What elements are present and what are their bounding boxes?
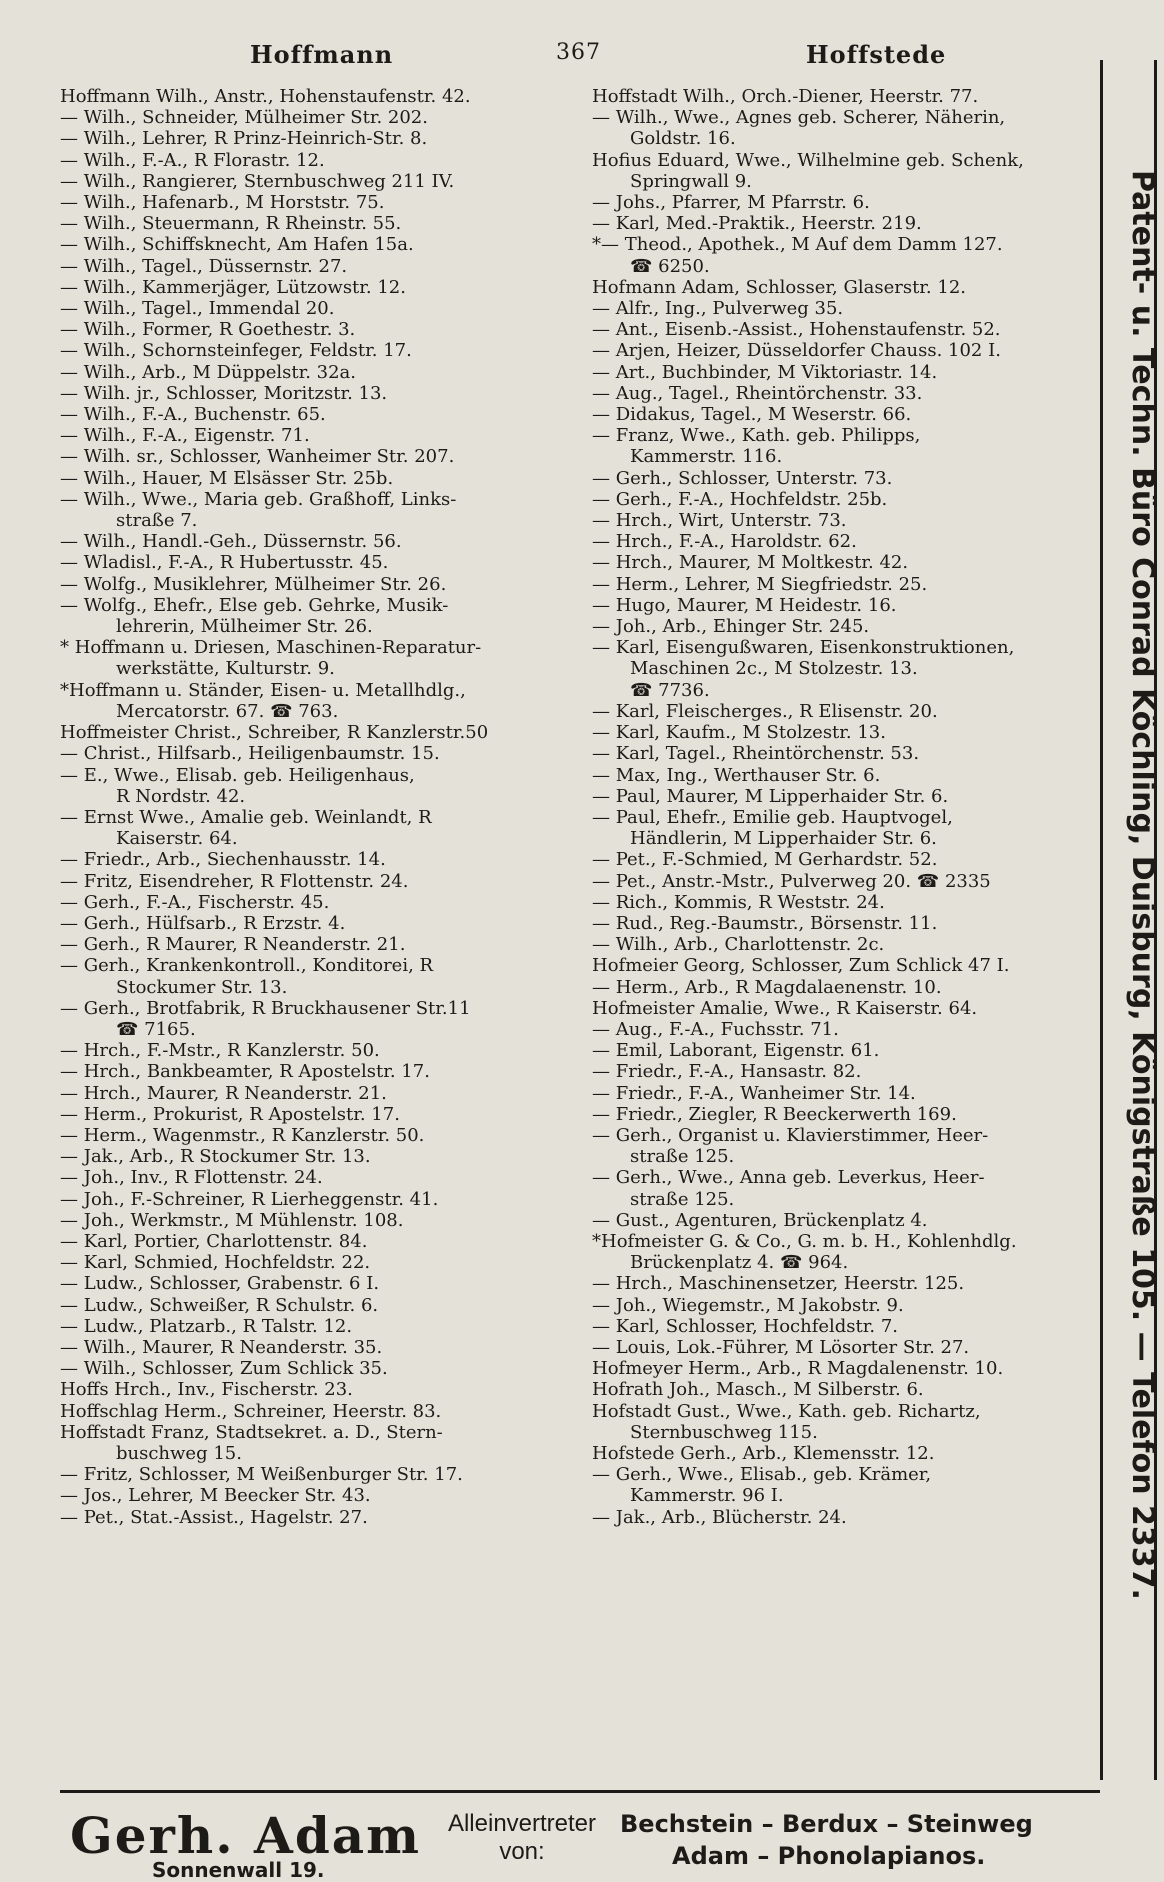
directory-entry-line: — Hrch., Maurer, R Neanderstr. 21. [60,1082,387,1104]
directory-entry-line: Springwall 9. [630,170,752,192]
directory-entry-line: — Louis, Lok.-Führer, M Lösorter Str. 27. [592,1336,970,1358]
directory-entry-line: — Alfr., Ing., Pulverweg 35. [592,298,844,320]
directory-entry-line: Maschinen 2c., M Stolzestr. 13. [630,658,918,680]
directory-entry-line: ☎ 7165. [116,1018,196,1040]
directory-entry-line: — Friedr., F.-A., Wanheimer Str. 14. [592,1082,916,1104]
directory-entry-line: — Wilh., Wwe., Maria geb. Graßhoff, Links- [60,488,457,510]
header-right-surname: Hoffstede [806,40,947,69]
directory-entry-line: Hoffschlag Herm., Schreiner, Heerstr. 83. [60,1400,442,1422]
directory-entry-line: — Gerh., Organist u. Klavierstimmer, Heer- [592,1124,989,1146]
directory-entry-line: R Nordstr. 42. [116,785,246,807]
directory-entry-line: Sternbuschweg 115. [630,1421,818,1443]
directory-entry-line: — Pet., Stat.-Assist., Hagelstr. 27. [60,1506,368,1528]
directory-entry-line: Hofstadt Gust., Wwe., Kath. geb. Richartz, [592,1400,981,1422]
directory-entry-line: — Gerh., F.-A., Fischerstr. 45. [60,891,330,913]
directory-entry-line: *Hofmeister G. & Co., G. m. b. H., Kohlenhdlg. [592,1230,1017,1252]
directory-entry-line: *— Theod., Apothek., M Auf dem Damm 127. [592,234,1003,256]
ad-brands-line2: Adam – Phonolapianos. [672,1842,986,1870]
directory-entry-line: — Paul, Maurer, M Lipperhaider Str. 6. [592,785,949,807]
directory-entry-line: straße 125. [630,1188,735,1210]
directory-entry-line: — Wilh., F.-A., R Florastr. 12. [60,149,325,171]
footer-advertisement [60,1806,1100,1882]
directory-entry-line: — Friedr., Ziegler, R Beeckerwerth 169. [592,1103,957,1125]
directory-entry-line: — Hrch., Wirt, Unterstr. 73. [592,510,847,532]
directory-entry-line: — Wilh., Handl.-Geh., Düssernstr. 56. [60,531,402,553]
directory-entry-line: Kammerstr. 116. [630,446,783,468]
directory-entry-line: — Christ., Hilfsarb., Heiligenbaumstr. 15. [60,743,440,765]
directory-entry-line: — Ludw., Schlosser, Grabenstr. 6 I. [60,1273,380,1295]
directory-entry-line: — Rich., Kommis, R Weststr. 24. [592,891,885,913]
directory-entry-line: — Wilh., Steuermann, R Rheinstr. 55. [60,213,402,235]
directory-entry-line: — Wilh., Arb., M Düppelstr. 32a. [60,361,356,383]
ad-brands-line1: Bechstein – Berdux – Steinweg [620,1810,1033,1838]
directory-entry-line: — Karl, Kaufm., M Stolzestr. 13. [592,722,886,744]
ad-representative [432,1810,612,1866]
directory-entry-line: Mercatorstr. 67. ☎ 763. [116,700,339,722]
directory-entry-line: — Johs., Pfarrer, M Pfarrstr. 6. [592,192,870,214]
directory-entry-line: — Wilh., Schlosser, Zum Schlick 35. [60,1358,388,1380]
directory-entry-line: — Paul, Ehefr., Emilie geb. Hauptvogel, [592,806,953,828]
right-column [592,86,1092,1528]
directory-entry-line: — Gerh., Krankenkontroll., Konditorei, R [60,955,434,977]
directory-entry-line: — Wolfg., Musiklehrer, Mülheimer Str. 26. [60,573,447,595]
directory-entry-line: — Wladisl., F.-A., R Hubertusstr. 45. [60,552,389,574]
directory-entry-line: — Wilh., Kammerjäger, Lützowstr. 12. [60,276,406,298]
directory-entry-line: — Wilh., Maurer, R Neanderstr. 35. [60,1336,383,1358]
directory-entry-line: Hofmann Adam, Schlosser, Glaserstr. 12. [592,276,966,298]
directory-entry-line: — Jak., Arb., R Stockumer Str. 13. [60,1146,371,1168]
directory-entry-line: — Karl, Schmied, Hochfeldstr. 22. [60,1252,371,1274]
side-ad-text: Patent- u. Techn. Büro Conrad Köchling, Duisburg, Königstraße 105. — Telefon 2337. [1125,170,1160,1600]
directory-entry-line: Hoffmann Wilh., Anstr., Hohenstaufenstr. 42. [60,86,471,107]
directory-entry-line: — Gerh., Hülfsarb., R Erzstr. 4. [60,912,346,934]
directory-entry-line: — Karl, Tagel., Rheintörchenstr. 53. [592,743,920,765]
directory-entry-line: Goldstr. 16. [630,128,736,150]
directory-entry-line: — Gerh., F.-A., Hochfeldstr. 25b. [592,488,888,510]
directory-entry-line: *Hoffmann u. Ständer, Eisen- u. Metallhdlg., [60,679,466,701]
directory-entry-line: — Wilh., Schneider, Mülheimer Str. 202. [60,107,428,129]
directory-entry-line: — Fritz, Schlosser, M Weißenburger Str. 17. [60,1464,463,1486]
directory-entry-line: — Gerh., Wwe., Anna geb. Leverkus, Heer- [592,1167,985,1189]
directory-entry-line: — Hrch., F.-A., Haroldstr. 62. [592,531,857,553]
header-left-surname: Hoffmann [250,40,394,69]
directory-entry-line: * Hoffmann u. Driesen, Maschinen-Reparatur- [60,637,482,659]
directory-entry-line: — Wilh., Former, R Goethestr. 3. [60,319,356,341]
page-number: 367 [556,40,601,65]
directory-entry-line: Hoffstadt Franz, Stadtsekret. a. D., Stern- [60,1421,443,1443]
directory-entry-line: lehrerin, Mülheimer Str. 26. [116,616,373,638]
directory-entry-line: — Karl, Portier, Charlottenstr. 84. [60,1230,368,1252]
directory-entry-line: — Hrch., F.-Mstr., R Kanzlerstr. 50. [60,1040,380,1062]
directory-entry-line: Hofmeier Georg, Schlosser, Zum Schlick 47 I. [592,955,1010,977]
directory-entry-line: — Wilh., Wwe., Agnes geb. Scherer, Näherin, [592,107,1006,129]
directory-entry-line: — Aug., Tagel., Rheintörchenstr. 33. [592,382,923,404]
left-column [60,86,580,1528]
directory-entry-line: — Wilh. jr., Schlosser, Moritzstr. 13. [60,382,388,404]
footer-rule [60,1790,1100,1793]
directory-entry-line: Hoffmeister Christ., Schreiber, R Kanzlerstr.50 [60,722,489,744]
directory-entry-line: — Joh., Arb., Ehinger Str. 245. [592,616,870,638]
directory-entry-line: — Hrch., Bankbeamter, R Apostelstr. 17. [60,1061,430,1083]
directory-entry-line: Kaiserstr. 64. [116,828,238,850]
directory-entry-line: — Joh., Wiegemstr., M Jakobstr. 9. [592,1294,904,1316]
directory-entry-line: Hofrath Joh., Masch., M Silberstr. 6. [592,1379,924,1401]
directory-entry-line: buschweg 15. [116,1443,242,1464]
directory-entry-line: — Fritz, Eisendreher, R Flottenstr. 24. [60,870,409,892]
directory-entry-line: — Gerh., Schlosser, Unterstr. 73. [592,467,893,489]
directory-entry-line: — Wilh., F.-A., Eigenstr. 71. [60,425,310,447]
directory-entry-line: — Wilh., Arb., Charlottenstr. 2c. [592,934,885,956]
directory-entry-line: — Emil, Laborant, Eigenstr. 61. [592,1040,880,1062]
directory-entry-line: — Karl, Eisengußwaren, Eisenkonstruktionen, [592,637,1015,659]
directory-entry-line: Hofius Eduard, Wwe., Wilhelmine geb. Schenk, [592,149,1024,171]
directory-entry-line: — Gerh., Brotfabrik, R Bruckhausener Str.11 [60,997,471,1019]
directory-entry-line: — Wilh., Rangierer, Sternbuschweg 211 IV. [60,170,455,192]
directory-entry-line: — Hrch., Maschinensetzer, Heerstr. 125. [592,1273,965,1295]
directory-entry-line: — Joh., F.-Schreiner, R Lierheggenstr. 41. [60,1188,439,1210]
directory-entry-line: — Wilh., Lehrer, R Prinz-Heinrich-Str. 8. [60,128,428,150]
directory-entry-line: — Gerh., Wwe., Elisab., geb. Krämer, [592,1464,932,1486]
directory-entry-line: — Jos., Lehrer, M Beecker Str. 43. [60,1485,371,1507]
directory-entry-line: — Pet., Anstr.-Mstr., Pulverweg 20. ☎ 2335 [592,870,991,892]
directory-entry-line: — Wilh., Hauer, M Elsässer Str. 25b. [60,467,394,489]
directory-entry-line: — Joh., Werkmstr., M Mühlenstr. 108. [60,1209,404,1231]
directory-entry-line: — Karl, Schlosser, Hochfeldstr. 7. [592,1315,899,1337]
side-advertisement [1112,170,1160,1730]
directory-entry-line: — Wolfg., Ehefr., Else geb. Gehrke, Musik- [60,594,449,616]
directory-entry-line: — Herm., Arb., R Magdalaenenstr. 10. [592,976,942,998]
directory-entry-line: — Wilh., Tagel., Düssernstr. 27. [60,255,348,277]
directory-entry-line: — Jak., Arb., Blücherstr. 24. [592,1506,847,1528]
directory-entry-line: — Ludw., Schweißer, R Schulstr. 6. [60,1294,379,1316]
side-border-line [1100,60,1103,1780]
directory-entry-line: ☎ 6250. [630,255,710,277]
ad-company-name: Gerh. Adam [70,1806,422,1865]
directory-entry-line: — Arjen, Heizer, Düsseldorfer Chauss. 102 I. [592,340,1001,362]
directory-entry-line: — Karl, Fleischerges., R Elisenstr. 20. [592,700,938,722]
directory-entry-line: — Hrch., Maurer, M Moltkestr. 42. [592,552,909,574]
directory-entry-line: — Herm., Wagenmstr., R Kanzlerstr. 50. [60,1124,425,1146]
directory-entry-line: — Max, Ing., Werthauser Str. 6. [592,764,881,786]
directory-entry-line: — Rud., Reg.-Baumstr., Börsenstr. 11. [592,912,938,934]
directory-entry-line: — Friedr., Arb., Siechenhausstr. 14. [60,849,386,871]
directory-entry-line: Hoffstadt Wilh., Orch.-Diener, Heerstr. 77. [592,86,979,107]
directory-entry-line: ☎ 7736. [630,679,710,701]
directory-entry-line: — Karl, Med.-Praktik., Heerstr. 219. [592,213,922,235]
directory-entry-line: — Ludw., Platzarb., R Talstr. 12. [60,1315,353,1337]
directory-entry-line: straße 7. [116,510,198,532]
directory-entry-line: — Wilh., Hafenarb., M Horststr. 75. [60,192,385,214]
directory-entry-line: — Gerh., R Maurer, R Neanderstr. 21. [60,934,406,956]
directory-entry-line: Kammerstr. 96 I. [630,1485,784,1507]
directory-entry-line: — Pet., F.-Schmied, M Gerhardstr. 52. [592,849,938,871]
directory-entry-line: — Ant., Eisenb.-Assist., Hohenstaufenstr. 52. [592,319,1001,341]
directory-entry-line: Hoffs Hrch., Inv., Fischerstr. 23. [60,1379,353,1401]
directory-entry-line: — Wilh., Tagel., Immendal 20. [60,298,335,320]
directory-entry-line: — Franz, Wwe., Kath. geb. Philipps, [592,425,921,447]
directory-entry-line: — Herm., Prokurist, R Apostelstr. 17. [60,1103,400,1125]
directory-entry-line: — Hugo, Maurer, M Heidestr. 16. [592,594,897,616]
directory-entry-line: — Herm., Lehrer, M Siegfriedstr. 25. [592,573,928,595]
directory-entry-line: — Didakus, Tagel., M Weserstr. 66. [592,404,912,426]
directory-entry-line: Händlerin, M Lipperhaider Str. 6. [630,828,937,850]
directory-entry-line: — Wilh., Schornsteinfeger, Feldstr. 17. [60,340,412,362]
directory-entry-line: Hofmeyer Herm., Arb., R Magdalenenstr. 10. [592,1358,1004,1380]
directory-entry-line: — Gust., Agenturen, Brückenplatz 4. [592,1209,928,1231]
directory-entry-line: — Wilh. sr., Schlosser, Wanheimer Str. 207. [60,446,455,468]
directory-entry-line: — Art., Buchbinder, M Viktoriastr. 14. [592,361,938,383]
directory-entry-line: Hofmeister Amalie, Wwe., R Kaiserstr. 64. [592,997,978,1019]
directory-entry-line: — E., Wwe., Elisab. geb. Heiligenhaus, [60,764,415,786]
ad-rep-line1: Alleinvertreter [447,1810,597,1837]
directory-entry-line: werkstätte, Kulturstr. 9. [116,658,335,680]
ad-rep-line2: von: [499,1838,545,1865]
directory-entry-line: Brückenplatz 4. ☎ 964. [630,1252,849,1274]
directory-entry-line: straße 125. [630,1146,735,1168]
directory-entry-line: Stockumer Str. 13. [116,976,288,998]
directory-entry-line: — Friedr., F.-A., Hansastr. 82. [592,1061,862,1083]
directory-entry-line: — Wilh., F.-A., Buchenstr. 65. [60,404,326,426]
ad-address: Sonnenwall 19. [152,1858,325,1882]
directory-entry-line: — Ernst Wwe., Amalie geb. Weinlandt, R [60,806,432,828]
directory-entry-line: Hofstede Gerh., Arb., Klemensstr. 12. [592,1443,935,1464]
directory-entry-line: — Joh., Inv., R Flottenstr. 24. [60,1167,323,1189]
directory-entry-line: — Wilh., Schiffsknecht, Am Hafen 15a. [60,234,414,256]
directory-entry-line: — Aug., F.-A., Fuchsstr. 71. [592,1018,839,1040]
